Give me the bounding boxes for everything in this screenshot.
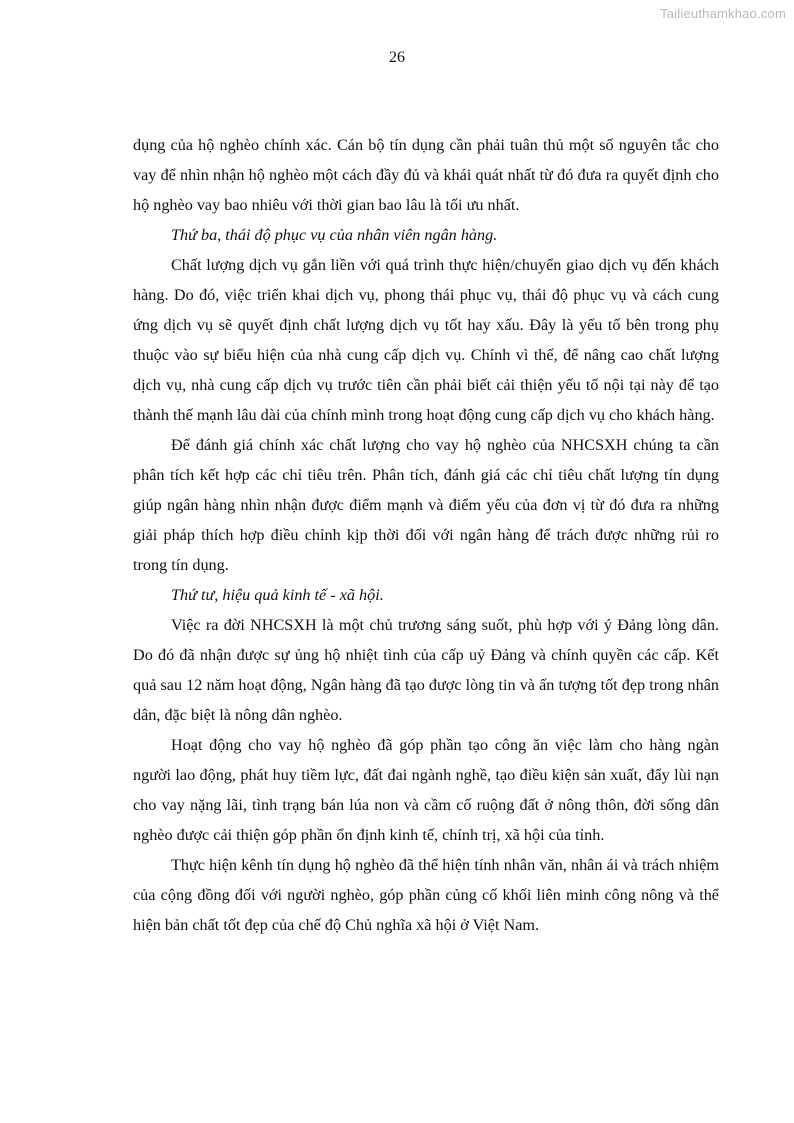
paragraph-continuation: dụng của hộ nghèo chính xác. Cán bộ tín dụng cần phải tuân thủ một số nguyên tắc cho vay để nhìn nhận hộ nghèo một cách đầy đủ và khái quát nhất từ đó đưa ra quyết định cho hộ nghèo vay bao nhiêu với thời gian bao lâu là tối ưu nhất. <box>133 136 719 214</box>
watermark: Tailieuthamkhao.com <box>660 6 786 21</box>
document-body <box>133 130 719 940</box>
paragraph-lending-activity: Hoạt động cho vay hộ nghèo đã góp phần tạo công ăn việc làm cho hàng ngàn người lao động, phát huy tiềm lực, đất đai ngành nghề, tạo điều kiện sản xuất, đẩy lùi nạn cho vay nặng lãi, tình trạng bán lúa non và cầm cố ruộng đất ở nông thôn, đời sống dân nghèo được cải thiện góp phần ổn định kinh tế, chính trị, xã hội của tỉnh. <box>133 736 719 844</box>
section-heading-thu-tu: Thứ tư, hiệu quả kinh tế - xã hội. <box>171 586 384 604</box>
paragraph-nhcsxh: Việc ra đời NHCSXH là một chủ trương sáng suốt, phù hợp với ý Đảng lòng dân. Do đó đã nhận được sự ủng hộ nhiệt tình của cấp uỷ Đảng và chính quyền các cấp. Kết quả sau 12 năm hoạt động, Ngân hàng đã tạo được lòng tin và ấn tượng tốt đẹp trong nhân dân, đặc biệt là nông dân nghèo. <box>133 616 719 724</box>
paragraph-service-quality: Chất lượng dịch vụ gắn liền với quá trình thực hiện/chuyển giao dịch vụ đến khách hàng. Do đó, việc triển khai dịch vụ, phong thái phục vụ, thái độ phục vụ và cách cung ứng dịch vụ sẽ quyết định chất lượng dịch vụ tốt hay xấu. Đây là yếu tố bên trong phụ thuộc vào sự biểu hiện của nhà cung cấp dịch vụ. Chính vì thế, để nâng cao chất lượng dịch vụ, nhà cung cấp dịch vụ trước tiên cần phải biết cải thiện yếu tố nội tại này để tạo thành thế mạnh lâu dài của chính mình trong hoạt động cung cấp dịch vụ cho khách hàng. <box>133 256 719 424</box>
paragraph-humanity: Thực hiện kênh tín dụng hộ nghèo đã thể hiện tính nhân văn, nhân ái và trách nhiệm của cộng đồng đối với người nghèo, góp phần củng cố khối liên minh công nông và thể hiện bản chất tốt đẹp của chế độ Chủ nghĩa xã hội ở Việt Nam. <box>133 856 719 934</box>
page-number: 26 <box>389 49 405 66</box>
paragraph-evaluation: Để đánh giá chính xác chất lượng cho vay hộ nghèo của NHCSXH chúng ta cần phân tích kết hợp các chỉ tiêu trên. Phân tích, đánh giá các chỉ tiêu chất lượng tín dụng giúp ngân hàng nhìn nhận được điểm mạnh và điểm yếu của đơn vị từ đó đưa ra những giải pháp thích hợp điều chỉnh kịp thời đối với ngân hàng để trách được những rủi ro trong tín dụng. <box>133 436 719 574</box>
section-heading-thu-ba: Thứ ba, thái độ phục vụ của nhân viên ngân hàng. <box>171 226 498 244</box>
